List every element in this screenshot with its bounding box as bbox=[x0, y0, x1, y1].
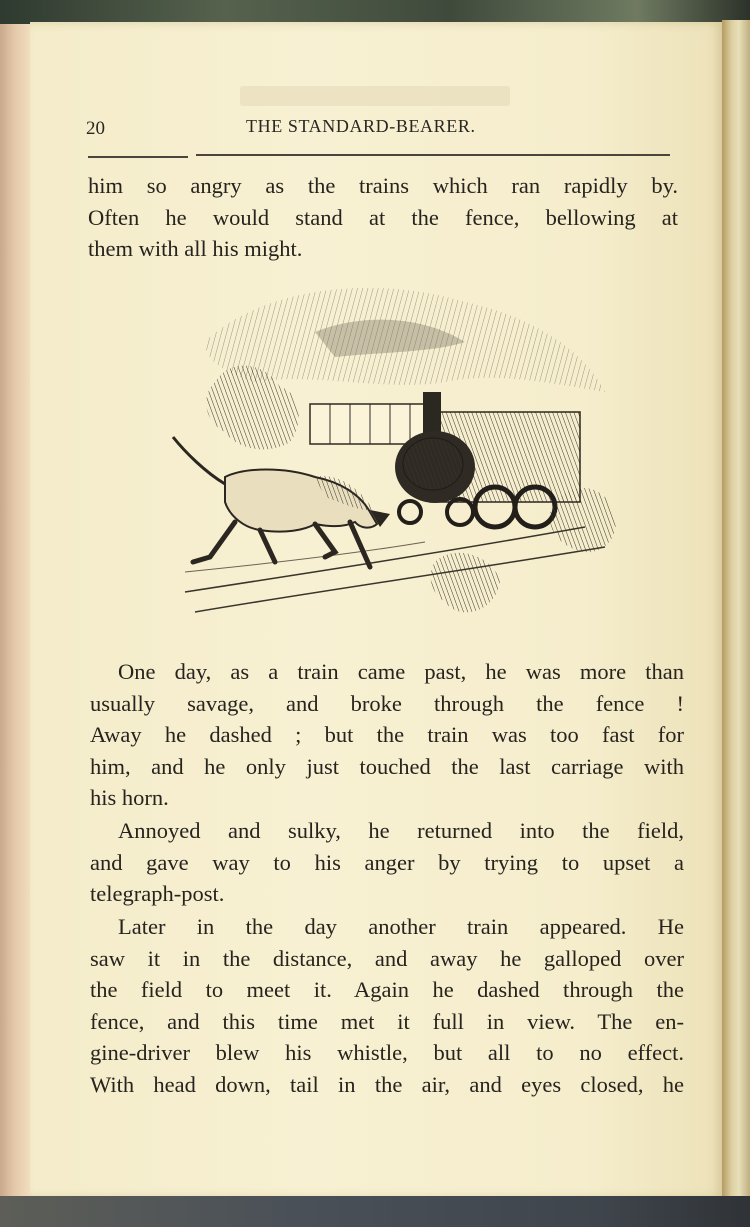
text-line: With head down, tail in the air, and eyes closed, he bbox=[90, 1071, 684, 1097]
paragraph-2 bbox=[90, 656, 684, 814]
bull-and-train-illustration bbox=[165, 272, 620, 632]
text-line: gine-driver blew his whistle, but all to no effect. bbox=[90, 1040, 684, 1065]
text-line: saw it in the distance, and away he galloped over bbox=[90, 945, 684, 971]
wheel bbox=[447, 499, 473, 525]
book-left-edge bbox=[0, 24, 34, 1196]
text-line: him so angry as the trains which ran rapidly by. bbox=[88, 173, 678, 198]
text-line: Later in the day another train appeared. He bbox=[118, 914, 684, 939]
paragraph-3 bbox=[90, 815, 684, 910]
bull-leg bbox=[193, 522, 235, 562]
ground-line bbox=[185, 542, 425, 572]
header-rule-left bbox=[88, 156, 188, 158]
text-line: and gave way to his anger by trying to upset a bbox=[90, 849, 684, 875]
bull-leg bbox=[315, 524, 335, 557]
next-page-edge bbox=[722, 20, 750, 1200]
text-line: his horn. bbox=[90, 785, 169, 810]
text-line: usually savage, and broke through the fence ! bbox=[90, 690, 684, 716]
book-top-edge bbox=[0, 0, 750, 24]
text-line: the field to meet it. Again he dashed through the bbox=[90, 977, 684, 1002]
text-line: telegraph-post. bbox=[90, 881, 225, 906]
bull-tail bbox=[173, 437, 225, 484]
text-line: Away he dashed ; but the train was too fast for bbox=[90, 722, 684, 747]
rail bbox=[195, 547, 605, 612]
text-line: him, and he only just touched the last carriage with bbox=[90, 753, 684, 779]
show-through-text bbox=[240, 86, 510, 106]
bull-leg bbox=[350, 522, 370, 567]
paragraph-1 bbox=[88, 170, 678, 265]
page-number: 20 bbox=[86, 118, 105, 139]
running-title: THE STANDARD-BEARER. bbox=[246, 116, 476, 136]
header-rule-right bbox=[196, 154, 670, 156]
text-line: fence, and this time met it full in view. The en- bbox=[90, 1008, 684, 1034]
bush-right bbox=[550, 488, 616, 552]
bull-leg bbox=[260, 530, 275, 562]
wheel bbox=[399, 501, 421, 523]
boiler-face bbox=[403, 438, 463, 490]
text-line: One day, as a train came past, he was more than bbox=[118, 659, 684, 684]
book-bottom-edge bbox=[0, 1196, 750, 1227]
bush-front bbox=[431, 553, 500, 613]
text-line: Annoyed and sulky, he returned into the field, bbox=[118, 818, 684, 843]
text-line: them with all his might. bbox=[88, 236, 303, 261]
text-line: Often he would stand at the fence, bellowing at bbox=[88, 204, 678, 230]
chimney bbox=[423, 392, 441, 438]
paragraph-4 bbox=[90, 911, 684, 1100]
